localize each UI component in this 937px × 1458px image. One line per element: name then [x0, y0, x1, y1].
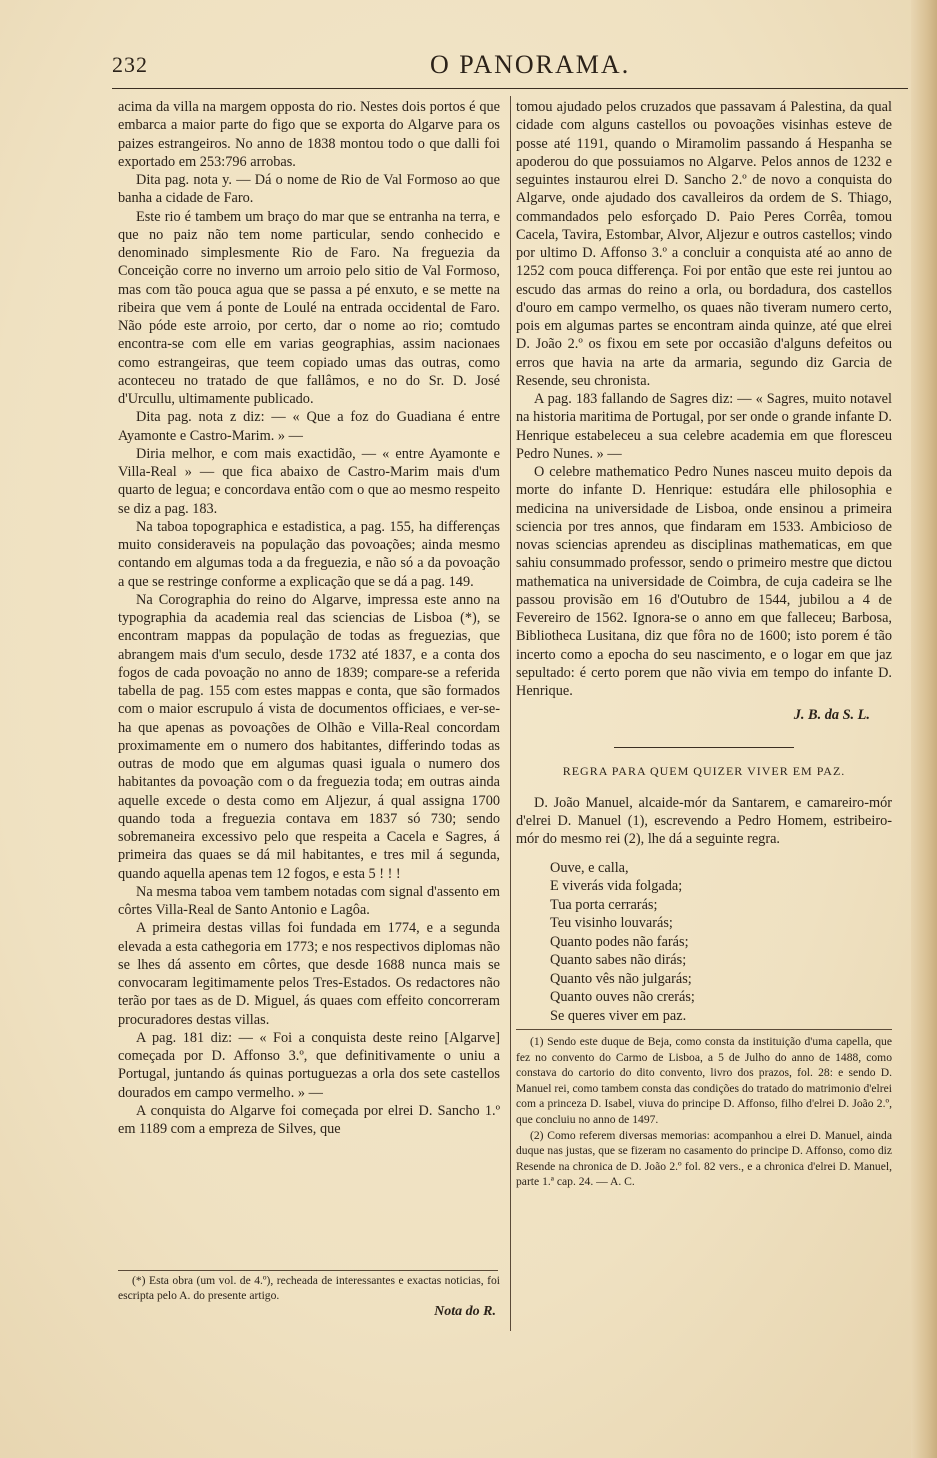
paragraph: acima da villa na margem opposta do rio. Nestes dois portos é que embarca a maior parte do figo que se exporta do Algarve para os paizes estrangeiros. No anno de 1838 montou todo o que dalli foi exportado em 253:796 arrobas. [118, 99, 500, 170]
paragraph: Dita pag. nota y. — Dá o nome de Rio de Val Formoso ao que banha a cidade de Faro. [118, 172, 500, 207]
verse-line: Quanto podes não farás; [550, 933, 689, 950]
page-edge [911, 0, 937, 1458]
paragraph: Dita pag. nota z diz: — « Que a foz do Guadiana é entre Ayamonte e Castro-Marim. » — [118, 409, 500, 444]
footnote-signature: Nota do R. [434, 1303, 496, 1319]
verse-line: Ouve, e calla, [550, 859, 629, 876]
paragraph: A conquista do Algarve foi começada por elrei D. Sancho 1.º em 1189 com a empreza de Silves, que [118, 1102, 500, 1137]
left-footnote [118, 1270, 500, 1319]
page-header [112, 52, 912, 88]
verse-line: Quanto vês não julgarás; [550, 970, 692, 987]
paragraph: Na Corographia do reino do Algarve, impressa este anno na typographia da academia real das sciencias de Lisboa (*), se encontram mappas da população de todas as freguezias, que abrangem mais d'um seculo, desde 1732 até 1837, e a conta dos fogos de cada povoação no anno de 1839; compare-se a referida tabella de pag. 155 com estes mappas e conta, que são formados com o maior escrupulo á vista de documentos officiaes, e ver-se-ha que apenas as povoações de Olhão e Villa-Real concordam proximamente em o numero dos habitantes, differindo todas as outras de modo que em algumas quasi iguala o numero dos habitantes da povoação com o da freguezia toda; em outras ainda aquelle excede o desta como em Aljezur, á qual assigna 1700 quando toda a freguezia contava em 1837 só 730; sendo sobremaneira excessivo pelo que respeita a Cacela e Sagres, á primeira das quaes se dá mil habitantes, e tres mil á segunda, quando aquella apenas tem 12 fogos, e esta 5 ! ! ! [118, 591, 500, 882]
paragraph: Diria melhor, e com mais exactidão, — « entre Ayamonte e Villa-Real » — que fica abaixo de Castro-Marim mais d'um quarto de legua; e concordava então com o que ao mesmo respeito se diz a pag. 183. [118, 445, 500, 517]
footnote-rule [118, 1270, 498, 1271]
paragraph: O celebre mathematico Pedro Nunes nasceu muito depois da morte do infante D. Henrique: estudára elle philosophia e medicina na universidade de Lisboa, onde ensinou a primeira sciencia por tres annos, que findaram em 1533. Ambicioso de novas sciencias aprendeu as disciplinas mathematicas, em que sahiu consummado professor, sendo o primeiro mestre que dictou mathematica na universidade de Coimbra, de cuja cadeira se lhe passou provisão em 16 d'Outubro de 1544, jubilou a 4 de Fevereiro de 1562. Ignora-se o anno em que falleceu; Barbosa, Bibliotheca Lusitana, diz que fôra no de 1600; isto porem é tão incerto como a epocha do seu nascimento, e o logar em que jaz sepultado: é certo porem que não vivia em tempo do infante D. Henrique. [516, 464, 892, 699]
paragraph: A pag. 183 fallando de Sagres diz: — « Sagres, muito notavel na historia maritima de Portugal, por ser onde o grande infante D. Henrique estabeleceu a sua celebre academia em que floresceu Pedro Nunes. » — [516, 391, 892, 462]
verse-list [550, 859, 892, 1026]
footnote-text: (*) Esta obra (um vol. de 4.º), recheada de interessantes e exactas noticias, foi escripta pelo A. do presente artigo. [118, 1274, 500, 1303]
verse-line: Quanto ouves não crerás; [550, 989, 695, 1005]
footnote: (1) Sendo este duque de Beja, como consta da instituição d'uma capella, que fez no convento do Carmo de Lisboa, a 5 de Julho do anno de 1488, como constava do cartorio do dito convento, livro dos prazos, fol. 28: e sendo D. Manuel rei, como tambem consta das condições do tratado do matrimonio d'elrei com a princeza D. Isabel, viuva do principe D. Affonso, filho d'elrei D. João 2.º, que concluiu no anno de 1497. [516, 1035, 892, 1126]
paragraph: Na mesma taboa vem tambem notadas com signal d'assento em côrtes Villa-Real de Santo Antonio e Lagôa. [118, 883, 500, 918]
page-number: 232 [112, 52, 148, 77]
paragraph: A pag. 181 diz: — « Foi a conquista deste reino [Algarve] começada por D. Affonso 3.º, que definitivamente o uniu a Portugal, juntando ás quinas portuguezas a orla dos sete castellos dourados em campo vermelho. » — [118, 1029, 500, 1101]
section-rule [614, 747, 794, 748]
paragraph: A primeira destas villas foi fundada em 1774, e a segunda elevada a esta cathegoria em 1773; e nos respectivos diplomas não se lhes dá assento em côrtes, que desde 1688 nunca mais se convocaram legitimamente pelos Tres-Estados. Os redactores não terão por taes as de D. Miguel, ás quaes com effeito concorreram procuradores destas villas. [118, 920, 500, 1028]
verse-line: Tua porta cerrarás; [550, 896, 658, 913]
left-column [118, 98, 500, 1138]
section-intro: D. João Manuel, alcaide-mór da Santarem, e camareiro-mór d'elrei D. Manuel (1), escrevendo a Pedro Homem, estribeiro-mór do mesmo rei (2), lhe dá a seguinte regra. [516, 794, 892, 848]
paragraph: Na taboa topographica e estadistica, a pag. 155, ha differenças muito consideraveis na população das povoações; ainda mesmo contando em algumas toda a da freguezia, e não só a da povoação a que se restringe conforme a explicação que se dá a pag. 149. [118, 518, 500, 590]
verse-line: Se queres viver em paz. [550, 1007, 687, 1024]
right-column [516, 98, 892, 1190]
header-rule [112, 88, 908, 89]
section-heading: REGRA PARA QUEM QUIZER VIVER EM PAZ. [562, 763, 846, 778]
running-title: O PANORAMA. [430, 50, 631, 79]
verse-line: E viverás vida folgada; [550, 878, 683, 894]
column-divider [510, 96, 511, 1331]
verse-line: Quanto sabes não dirás; [550, 952, 687, 968]
verse-line: Teu visinho louvarás; [550, 915, 673, 931]
footnote: (2) Como referem diversas memorias: acompanhou a elrei D. Manuel, ainda duque nas justas, que se fizeram no casamento do principe D. Affonso, como diz Resende na chronica de D. João 2.º fol. 82 vers., e a chronica d'elrei D. Manuel, parte 1.ª cap. 24. — A. C. [516, 1128, 892, 1189]
footnotes [516, 1034, 892, 1190]
author-signature: J. B. da S. L. [793, 707, 870, 724]
paragraph: Este rio é tambem um braço do mar que se entranha na terra, e que no paiz não tem nome particular, sendo conhecido e denominado simplesmente Rio de Faro. Na freguezia da Conceição corre no inverno um arroio pelo sitio de Val Formoso, mas com tão pouca agua que se passa a pé enxuto, e se mette na ribeira que vem á ponte de Loulé na entrada occidental de Faro. Não póde este arroio, por certo, dar o nome ao rio; comtudo encontra-se com elle em varias geographias, assim nacionaes como estrangeiras, que teem copiado umas das outras, como aconteceu no tratado de que fallâmos, e no do Sr. D. José d'Urcullu, ultimamente publicado. [118, 208, 500, 407]
paragraph: tomou ajudado pelos cruzados que passavam á Palestina, da qual cidade com alguns castellos ou povoações visinhas esteve de posse até 1191, quando o Miramolim passando á Hespanha se apoderou do que possuiamos no Algarve. Pelos annos de 1232 e seguintes instaurou elrei D. Sancho 2.º de novo a conquista do Algarve, onde ajudado dos cavalleiros da ordem de S. Thiago, commandados pelo esforçado D. Paio Peres Corrêa, tomou Cacela, Tavira, Estombar, Alvor, Aljezur e outros castellos; vindo por ultimo D. Affonso 3.º a concluir a conquista até ao anno de 1252 com pouca differença. Foi por então que este rei juntou ao escudo das armas do reino a orla, ou bordadura, dos castellos d'ouro em campo vermelho, os quaes não tiveram numero certo, pois em algumas partes se encontram ainda quinze, até que elrei D. João 2.º os fixou em sete por occasião d'alguns defeitos ou erros que havia na arte da armaria, segundo diz Garcia de Resende, seu chronista. [516, 99, 892, 389]
footnote-rule [516, 1029, 892, 1030]
